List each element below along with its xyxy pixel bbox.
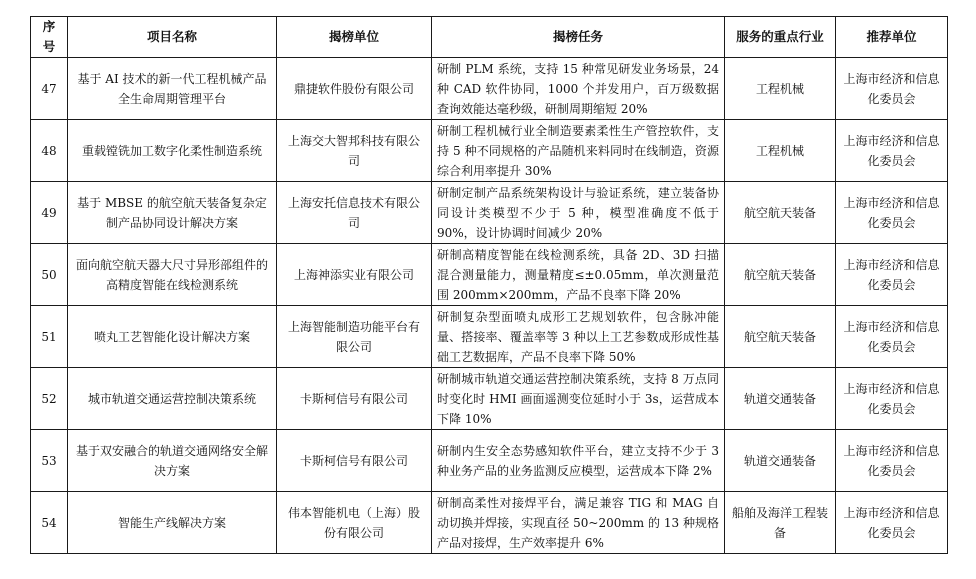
project-table [30,16,948,554]
cell-no: 51 [31,306,68,368]
cell-industry: 轨道交通装备 [725,430,836,492]
header-industry: 服务的重点行业 [725,17,836,58]
cell-no: 47 [31,58,68,120]
cell-no: 54 [31,492,68,554]
cell-no: 48 [31,120,68,182]
cell-industry: 航空航天装备 [725,244,836,306]
table-row [31,368,948,430]
cell-unit: 上海智能制造功能平台有限公司 [277,306,432,368]
cell-task: 研制 PLM 系统，支持 15 种常见研发业务场景，24 种 CAD 软件协同，1000 个并发用户，百万级数据查询效能达毫秒级，研制周期缩短 20% [432,58,725,120]
header-unit: 揭榜单位 [277,17,432,58]
cell-task: 研制高柔性对接焊平台，满足兼容 TIG 和 MAG 自动切换并焊接，实现直径 50~200mm 的 13 种规格产品对接焊，生产效率提升 6% [432,492,725,554]
cell-recommender: 上海市经济和信息化委员会 [836,120,948,182]
cell-recommender: 上海市经济和信息化委员会 [836,244,948,306]
cell-recommender: 上海市经济和信息化委员会 [836,430,948,492]
table-row [31,58,948,120]
cell-unit: 上海安托信息技术有限公司 [277,182,432,244]
cell-project-name: 重载镗铣加工数字化柔性制造系统 [68,120,277,182]
cell-unit: 上海交大智邦科技有限公司 [277,120,432,182]
cell-industry: 航空航天装备 [725,306,836,368]
table-row [31,120,948,182]
cell-project-name: 喷丸工艺智能化设计解决方案 [68,306,277,368]
cell-unit: 鼎捷软件股份有限公司 [277,58,432,120]
cell-industry: 轨道交通装备 [725,368,836,430]
cell-recommender: 上海市经济和信息化委员会 [836,182,948,244]
cell-task: 研制内生安全态势感知软件平台，建立支持不少于 3 种业务产品的业务监测反应模型，运营成本下降 2% [432,430,725,492]
cell-industry: 航空航天装备 [725,182,836,244]
cell-task: 研制城市轨道交通运营控制决策系统，支持 8 万点同时变化时 HMI 画面遥测变位延时小于 3s，运营成本下降 10% [432,368,725,430]
cell-industry: 船舶及海洋工程装备 [725,492,836,554]
header-recommender: 推荐单位 [836,17,948,58]
table-row [31,430,948,492]
cell-project-name: 基于 AI 技术的新一代工程机械产品全生命周期管理平台 [68,58,277,120]
cell-unit: 卡斯柯信号有限公司 [277,368,432,430]
cell-unit: 卡斯柯信号有限公司 [277,430,432,492]
cell-recommender: 上海市经济和信息化委员会 [836,492,948,554]
cell-project-name: 城市轨道交通运营控制决策系统 [68,368,277,430]
cell-recommender: 上海市经济和信息化委员会 [836,368,948,430]
cell-recommender: 上海市经济和信息化委员会 [836,58,948,120]
cell-recommender: 上海市经济和信息化委员会 [836,306,948,368]
cell-project-name: 基于双安融合的轨道交通网络安全解决方案 [68,430,277,492]
table-row [31,306,948,368]
cell-no: 52 [31,368,68,430]
cell-task: 研制高精度智能在线检测系统，具备 2D、3D 扫描混合测量能力，测量精度≤±0.05mm，单次测量范围 200mm×200mm，产品不良率下降 20% [432,244,725,306]
cell-industry: 工程机械 [725,58,836,120]
table-row [31,492,948,554]
header-project-name: 项目名称 [68,17,277,58]
header-row [31,17,948,58]
cell-no: 49 [31,182,68,244]
cell-project-name: 智能生产线解决方案 [68,492,277,554]
table-row [31,244,948,306]
cell-no: 50 [31,244,68,306]
cell-task: 研制定制产品系统架构设计与验证系统，建立装备协同设计类模型不少于 5 种，模型准确度不低于 90%，设计协调时间减少 20% [432,182,725,244]
cell-task: 研制工程机械行业全制造要素柔性生产管控软件，支持 5 种不同规格的产品随机来料同时在线制造，资源综合利用率提升 30% [432,120,725,182]
cell-project-name: 面向航空航天器大尺寸异形部组件的高精度智能在线检测系统 [68,244,277,306]
cell-project-name: 基于 MBSE 的航空航天装备复杂定制产品协同设计解决方案 [68,182,277,244]
table-row [31,182,948,244]
cell-task: 研制复杂型面喷丸成形工艺规划软件，包含脉冲能量、搭接率、覆盖率等 3 种以上工艺参数成形成性基础工艺数据库，产品不良率下降 50% [432,306,725,368]
header-no: 序号 [31,17,68,58]
cell-unit: 上海神添实业有限公司 [277,244,432,306]
cell-unit: 伟本智能机电（上海）股份有限公司 [277,492,432,554]
header-task: 揭榜任务 [432,17,725,58]
cell-industry: 工程机械 [725,120,836,182]
cell-no: 53 [31,430,68,492]
